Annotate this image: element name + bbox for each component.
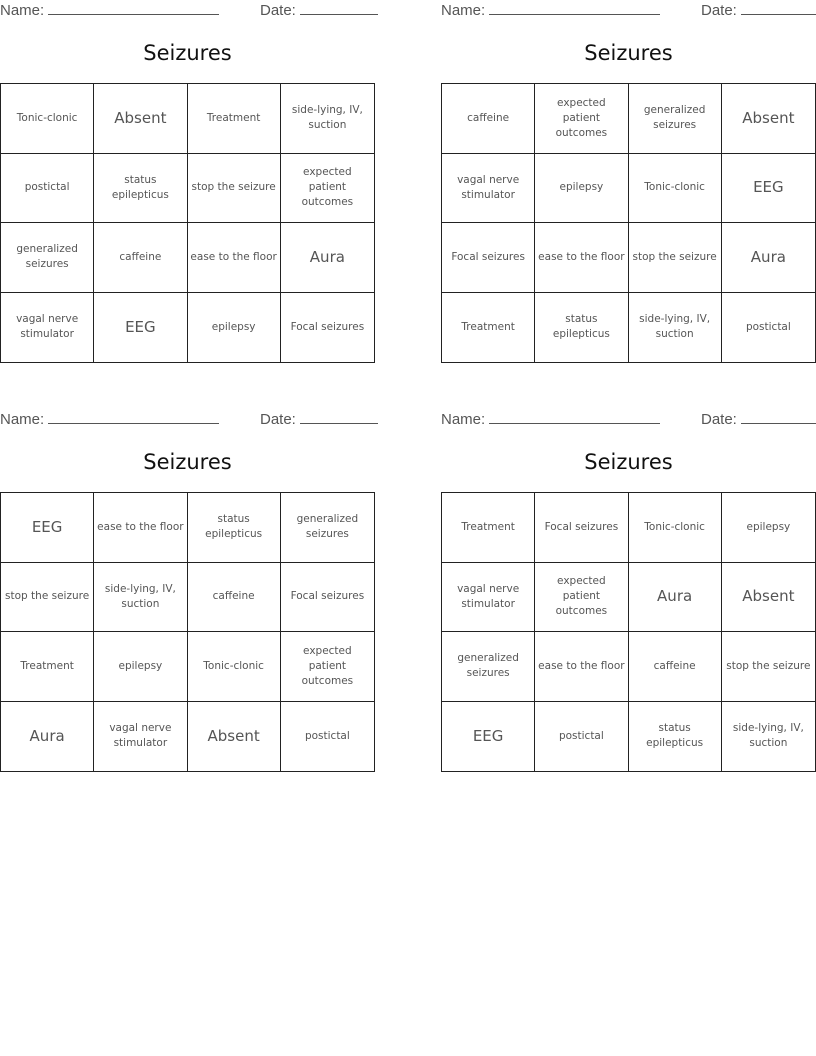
bingo-cell: postictal [745, 320, 791, 333]
bingo-cell: generalized seizures [1, 223, 94, 293]
bingo-cell: Aura [1, 702, 94, 772]
bingo-cell: epilepsy [722, 493, 815, 563]
date-field[interactable] [701, 2, 816, 19]
bingo-cell: stop the seizure [1, 563, 94, 633]
bingo-cell: vagal nerve stimulator [1, 293, 94, 363]
bingo-cell: status epilepticus [188, 493, 281, 563]
bingo-cell: epilepsy [535, 154, 628, 224]
bingo-cell: vagal nerve stimulator [442, 563, 535, 633]
card-header [441, 0, 816, 22]
bingo-cell: expected patient outcomes [281, 632, 374, 702]
bingo-card-3 [0, 409, 375, 750]
bingo-cell: epilepsy [188, 293, 281, 363]
bingo-cell: Focal seizures [442, 223, 535, 293]
bingo-cell: Focal seizures [535, 493, 628, 563]
bingo-cell: Focal seizures [290, 320, 365, 333]
bingo-cell: caffeine [442, 84, 535, 154]
name-blank-line[interactable] [48, 13, 219, 15]
bingo-cell: Tonic-clonic [1, 84, 94, 154]
date-label: Date: [260, 2, 296, 19]
bingo-cell: ease to the floor [188, 223, 281, 293]
bingo-cell: status epilepticus [535, 293, 628, 363]
bingo-cell: EEG [1, 493, 94, 563]
name-field[interactable] [0, 411, 219, 428]
bingo-cell: generalized seizures [629, 84, 722, 154]
date-label: Date: [701, 411, 737, 428]
bingo-cell: side-lying, IV, suction [281, 84, 374, 154]
name-label: Name: [441, 2, 486, 19]
bingo-cell: Focal seizures [281, 563, 374, 633]
card-title: Seizures [143, 450, 232, 474]
bingo-cell: generalized seizures [442, 632, 535, 702]
bingo-cell: generalized seizures [281, 493, 374, 563]
bingo-cell: ease to the floor [94, 493, 187, 563]
bingo-cell: Treatment [188, 84, 281, 154]
card-title: Seizures [143, 41, 232, 65]
bingo-cell: status epilepticus [629, 702, 722, 772]
bingo-cell: Tonic-clonic [629, 493, 722, 563]
bingo-cell: Absent [722, 84, 815, 154]
bingo-cell: Treatment [442, 293, 535, 363]
date-field[interactable] [260, 2, 378, 19]
bingo-grid [441, 492, 816, 772]
name-label: Name: [441, 411, 486, 428]
bingo-cell: postictal [304, 729, 350, 742]
name-blank-line[interactable] [489, 13, 660, 15]
bingo-cell: EEG [722, 154, 815, 224]
bingo-cell: stop the seizure [629, 223, 722, 293]
date-blank-line[interactable] [741, 13, 816, 15]
bingo-card-4 [441, 409, 816, 750]
bingo-cell: Aura [722, 223, 815, 293]
bingo-cell: Absent [722, 563, 815, 633]
bingo-card-1 [0, 0, 375, 341]
name-blank-line[interactable] [48, 422, 219, 424]
bingo-cell: side-lying, IV, suction [732, 722, 804, 750]
date-label: Date: [701, 2, 737, 19]
bingo-cell: Treatment [1, 632, 94, 702]
bingo-cell: status epilepticus [94, 154, 187, 224]
bingo-cell: Absent [94, 84, 187, 154]
bingo-cell: Treatment [442, 493, 535, 563]
bingo-cell: Aura [629, 563, 722, 633]
name-label: Name: [0, 411, 45, 428]
bingo-grid [441, 83, 816, 363]
bingo-cell: Absent [188, 702, 281, 772]
name-field[interactable] [441, 411, 660, 428]
card-title: Seizures [584, 450, 673, 474]
date-blank-line[interactable] [741, 422, 816, 424]
bingo-card-2 [441, 0, 816, 341]
bingo-cell: caffeine [188, 563, 281, 633]
bingo-cell: vagal nerve stimulator [442, 154, 535, 224]
bingo-cell: EEG [442, 702, 535, 772]
bingo-cell: stop the seizure [188, 154, 281, 224]
card-header [441, 409, 816, 431]
bingo-cell: EEG [94, 293, 187, 363]
bingo-cell: expected patient outcomes [535, 563, 628, 633]
date-label: Date: [260, 411, 296, 428]
bingo-cell: side-lying, IV, suction [94, 563, 187, 633]
name-field[interactable] [441, 2, 660, 19]
bingo-cell: expected patient outcomes [281, 154, 374, 224]
bingo-cell: side-lying, IV, suction [629, 293, 722, 363]
bingo-cell: postictal [1, 154, 94, 224]
card-header [0, 409, 375, 431]
card-header [0, 0, 375, 22]
bingo-cell: Tonic-clonic [629, 154, 722, 224]
bingo-cell: Aura [281, 223, 374, 293]
bingo-grid [0, 492, 375, 772]
name-label: Name: [0, 2, 45, 19]
date-field[interactable] [701, 411, 816, 428]
card-title: Seizures [584, 41, 673, 65]
bingo-cell: postictal [535, 702, 628, 772]
bingo-grid [0, 83, 375, 363]
name-blank-line[interactable] [489, 422, 660, 424]
bingo-cell: Tonic-clonic [188, 632, 281, 702]
bingo-cell: epilepsy [94, 632, 187, 702]
bingo-cell: stop the seizure [722, 632, 815, 702]
bingo-cell: vagal nerve stimulator [94, 702, 187, 772]
bingo-cell: caffeine [629, 632, 722, 702]
bingo-cell: ease to the floor [535, 223, 628, 293]
bingo-cell: ease to the floor [535, 632, 628, 702]
name-field[interactable] [0, 2, 219, 19]
date-blank-line[interactable] [300, 13, 378, 15]
date-field[interactable] [260, 411, 378, 428]
bingo-cell: expected patient outcomes [535, 84, 628, 154]
bingo-cell: caffeine [94, 223, 187, 293]
date-blank-line[interactable] [300, 422, 378, 424]
